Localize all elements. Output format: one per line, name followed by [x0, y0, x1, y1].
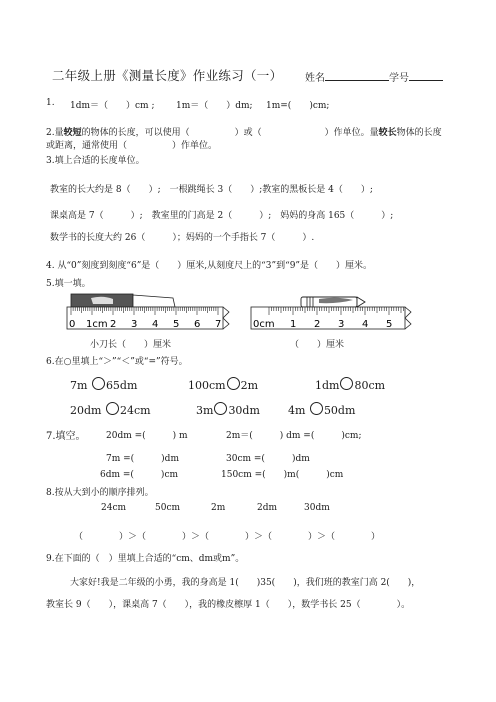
compare-left: 100cm [188, 379, 226, 392]
q9-line2: 教室长 9（ ），课桌高 7（ ），我的橡皮檫厚 1（ ），数学书长 25（ ）。 [46, 600, 411, 610]
q3-row2: 课桌高是 7（ ）; 教室里的门高是 2（ ）; 妈妈的身高 165（ ）; [50, 211, 394, 221]
compare-left: 3m [196, 404, 214, 417]
compare-left: 1dm [315, 379, 340, 392]
compare-circle[interactable] [214, 402, 227, 415]
compare-item [188, 377, 258, 392]
q3-heading: 3.填上合适的长度单位。 [46, 156, 145, 166]
q7-r1b: 2m＝( ) dm =( )cm; [226, 431, 362, 441]
q7-label: 7.填空。 [46, 431, 86, 442]
ruler-2-label: 0cm [253, 319, 275, 330]
q8-heading: 8.按从大到小的顺序排列。 [46, 488, 154, 498]
name-field[interactable] [305, 69, 443, 84]
ruler-2-label: 5 [386, 319, 393, 330]
compare-item [288, 402, 355, 417]
q9-line1: 大家好!我是二年级的小勇，我的身高是 1( )35( )，我们班的教室门高 2( )， [70, 578, 421, 588]
q2-line1 [46, 125, 442, 138]
q7-r1a: 20dm =( ) m [106, 431, 188, 441]
q2-line2: 或距离，通常使用（ ）作单位。 [46, 141, 218, 151]
compare-item [70, 402, 151, 417]
compare-right: 2m [240, 379, 259, 392]
compare-item [315, 377, 385, 392]
id-blank[interactable] [409, 71, 443, 81]
ruler-1-label: 1cm [86, 319, 108, 330]
compare-right: 24cm [119, 404, 151, 417]
ruler-knife-figure [63, 291, 235, 331]
q2-prefix: 2.量 [46, 128, 64, 138]
compare-item [196, 402, 260, 417]
ruler-2-label: 4 [362, 319, 369, 330]
compare-right: 30dm [228, 404, 260, 417]
q5-heading: 5.填一填。 [46, 279, 91, 289]
q8-item: 2dm [257, 503, 278, 513]
q2-bold-long: 较长 [378, 128, 397, 138]
q3-row1: 教室的长大约是 8（ ）; 一根跳绳长 3（ ）;教室的黑板长是 4（ ）; [50, 185, 373, 195]
compare-circle[interactable] [310, 402, 323, 415]
compare-left: 4m [288, 404, 306, 417]
q1-a: 1dm＝（ ）cm ; [70, 101, 155, 111]
compare-left: 7m [70, 379, 88, 392]
ruler-1-label: 0 [69, 319, 76, 330]
q3-row3: 数学书的长度大约 26（ ）；妈妈的一个手指长 7（ ）. [50, 233, 315, 243]
q1-c: 1m=( )cm; [266, 101, 330, 111]
compare-right: 65dm [105, 379, 138, 392]
page-title: 二年级上册《测量长度》作业练习（一） [52, 68, 283, 83]
q4-text: 4. 从“0”刻度到刻度“6”是（ ）厘米,从刻度尺上的“3”到“9”是（ ）厘米。 [46, 261, 373, 271]
ruler-crayon-figure [247, 291, 417, 331]
q2-end: 物体的长度 [396, 128, 442, 138]
q2-mid: 的物体的长度，可以使用（ ）或（ ）作单位。量 [81, 128, 379, 138]
q7-r3b: 150cm =( )m( )cm [221, 470, 344, 480]
compare-item [70, 377, 137, 392]
ruler-1-label: 6 [194, 319, 201, 330]
crayon-icon [301, 297, 365, 307]
q2-bold-short: 较短 [63, 128, 82, 138]
ruler-2-caption: （ ）厘米 [290, 340, 345, 350]
ruler-1-label: 5 [173, 319, 180, 330]
q8-item: 30dm [304, 503, 330, 513]
compare-left: 20dm [70, 404, 102, 417]
ruler-1-label: 4 [152, 319, 159, 330]
knife-icon [71, 294, 175, 307]
compare-circle[interactable] [227, 377, 240, 390]
ruler-2-label: 2 [314, 319, 321, 330]
ruler-1-label: 7 [215, 319, 222, 330]
q7-r3a: 6dm =( )cm [100, 470, 179, 480]
q9-heading: 9.在下面的（ ）里填上合适的“cm、dm或m”。 [46, 554, 245, 564]
q7-r2a: 7m =( )dm [106, 454, 179, 464]
compare-circle[interactable] [92, 377, 105, 390]
ruler-1-caption: 小刀长（ ）厘米 [90, 340, 172, 350]
q7-r2b: 30cm =( )dm [226, 454, 310, 464]
q8-item: 50cm [155, 503, 181, 513]
q1-b: 1m＝（ ）dm; [176, 101, 253, 111]
ruler-1-label: 2 [110, 319, 117, 330]
ruler-2-label: 3 [338, 319, 345, 330]
compare-circle[interactable] [106, 402, 119, 415]
q6-heading: 6.在○里填上“＞”“＜”或“=”符号。 [46, 357, 188, 367]
compare-circle[interactable] [340, 377, 353, 390]
compare-right: 80cm [354, 379, 386, 392]
name-blank[interactable] [325, 71, 389, 81]
ruler-1-label: 3 [131, 319, 138, 330]
id-label: 学号 [389, 73, 409, 84]
q8-item: 2m [211, 503, 226, 513]
name-label: 姓名 [305, 73, 325, 84]
q1-number: 1. [46, 98, 55, 108]
q8-item: 24cm [101, 503, 127, 513]
compare-right: 50dm [323, 404, 356, 417]
ruler-2-label: 1 [290, 319, 297, 330]
q8-blanks: （ ）＞（ ）＞（ ）＞（ ）＞（ ） [74, 532, 381, 542]
